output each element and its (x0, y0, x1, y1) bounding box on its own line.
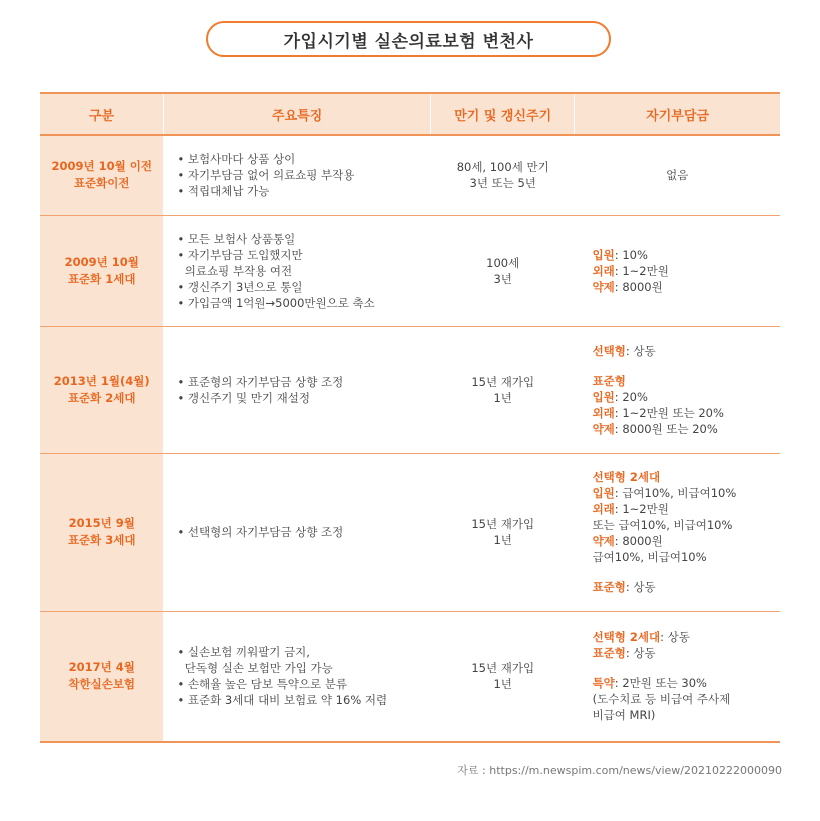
copay-label: 외래 (592, 502, 615, 516)
copay-label: 외래 (592, 263, 615, 278)
feature-item: • 적립대체납 가능 (177, 184, 270, 199)
features-cell (163, 135, 430, 215)
spacer (593, 661, 780, 675)
renewal-cycle: 1년 (493, 533, 512, 547)
copay-cell (575, 326, 780, 453)
copay-drug (593, 533, 780, 549)
copay-value: : 20% (614, 389, 648, 404)
feature-item: • 보험사마다 상품 상이 (177, 152, 296, 167)
copay-drug (593, 279, 780, 295)
period-date: 2015년 9월 (68, 516, 135, 530)
feature-item: • 모든 보험사 상품통일 (177, 231, 296, 246)
copay-rider (593, 675, 780, 691)
features-cell (163, 611, 430, 742)
copay-value: : 1~2만원 또는 20% (614, 405, 724, 420)
renewal-maturity: 15년 재가입 (471, 517, 535, 531)
copay-select-label: 선택형 2세대 (592, 470, 661, 484)
renewal-cell (431, 453, 575, 611)
period-cell (40, 215, 163, 326)
copay-label: 선택형 2세대 (592, 630, 661, 645)
feature-item: 단독형 실손 보험만 가입 가능 (177, 661, 333, 676)
copay-cell (575, 611, 780, 742)
copay-label: 표준형 (592, 580, 626, 594)
period-gen: 표준화 1세대 (67, 271, 136, 286)
period-date: 2009년 10월 이전 (51, 159, 152, 174)
feature-item: • 선택형의 자기부담금 상향 조정 (177, 525, 344, 539)
copay-cell (575, 215, 780, 326)
page-title-text: 가입시기별 실손의료보험 변천사 (283, 31, 534, 52)
copay-standard (593, 579, 780, 595)
feature-item: • 갱신주기 3년으로 통일 (177, 279, 303, 294)
copay-value: : 10% (614, 247, 648, 262)
table-row (40, 453, 780, 611)
copay-label: 특약 (592, 676, 615, 691)
header-features: 주요특징 (163, 93, 430, 135)
renewal-cell (431, 326, 575, 453)
renewal-maturity: 100세 (486, 255, 520, 270)
renewal-maturity: 15년 재가입 (471, 374, 535, 389)
copay-inpatient (593, 389, 780, 405)
period-cell (40, 453, 163, 611)
period-gen: 착한실손보험 (68, 677, 136, 692)
page-title (206, 21, 611, 57)
copay-cell (575, 135, 780, 215)
copay-value: : 8000원 (614, 534, 663, 548)
copay-outpatient-extra: 또는 급여10%, 비급여10% (592, 518, 733, 532)
spacer (593, 359, 780, 373)
feature-item: • 자기부담금 없어 의료쇼핑 부작용 (177, 168, 355, 183)
copay-value: : 상동 (625, 580, 656, 594)
copay-label: 약제 (592, 534, 615, 548)
copay-inpatient (593, 247, 780, 263)
feature-item: 의료쇼핑 부작용 여전 (177, 263, 293, 278)
period-gen: 표준화이전 (73, 176, 130, 191)
period-cell (40, 326, 163, 453)
renewal-cell (431, 611, 575, 742)
table-row (40, 326, 780, 453)
feature-item: • 가입금액 1억원→5000만원으로 축소 (177, 295, 375, 310)
copay-label: 입원 (592, 247, 615, 262)
header-category: 구분 (40, 93, 163, 135)
feature-item: • 실손보험 끼워팔기 금지, (177, 645, 310, 660)
renewal-maturity: 15년 재가입 (471, 661, 535, 676)
features-cell (163, 215, 430, 326)
copay-inpatient (593, 485, 780, 501)
renewal-maturity: 80세, 100세 만기 (456, 160, 549, 175)
renewal-cycle: 1년 (493, 390, 512, 405)
spacer (593, 565, 780, 579)
renewal-cycle: 3년 (493, 271, 512, 286)
features-cell (163, 453, 430, 611)
period-gen: 표준화 3세대 (67, 533, 136, 547)
copay-none: 없음 (666, 168, 689, 183)
period-cell (40, 135, 163, 215)
table-row (40, 135, 780, 215)
copay-rider-note: (도수치료 등 비급여 주사제 (592, 692, 731, 707)
renewal-cycle: 3년 또는 5년 (469, 176, 536, 191)
feature-item: • 손해율 높은 담보 특약으로 분류 (177, 677, 347, 692)
copay-label: 약제 (592, 421, 615, 436)
period-date: 2013년 1월(4월) (53, 373, 150, 388)
copay-value: : 2만원 또는 30% (614, 676, 707, 691)
insurance-history-table (40, 92, 780, 743)
copay-value: : 1~2만원 (614, 263, 669, 278)
copay-value: : 상동 (660, 630, 690, 645)
copay-label: 입원 (592, 389, 615, 404)
feature-item: • 표준형의 자기부담금 상향 조정 (177, 374, 344, 389)
features-cell (163, 326, 430, 453)
feature-item: • 갱신주기 및 만기 재설정 (177, 390, 310, 405)
copay-label: 약제 (592, 279, 615, 294)
renewal-cycle: 1년 (493, 677, 512, 692)
copay-outpatient (593, 501, 780, 517)
table-header-row (40, 93, 780, 135)
renewal-cell (431, 215, 575, 326)
copay-standard (593, 645, 780, 661)
copay-value: : 급여10%, 비급여10% (614, 486, 737, 500)
period-cell (40, 611, 163, 742)
period-gen: 표준화 2세대 (67, 390, 136, 405)
copay-value: : 상동 (625, 343, 656, 358)
table-row (40, 215, 780, 326)
source-citation: 자료 : https://m.newspim.com/news/view/20210222000090 (457, 764, 782, 777)
feature-item: • 표준화 3세대 대비 보험료 약 16% 저렴 (177, 693, 388, 708)
copay-label: 표준형 (592, 646, 626, 661)
copay-label: 입원 (592, 486, 615, 500)
copay-rider-note: 비급여 MRI) (592, 708, 656, 723)
copay-value: : 상동 (625, 646, 656, 661)
table-row (40, 611, 780, 742)
copay-select (593, 629, 780, 645)
period-date: 2017년 4월 (68, 660, 135, 675)
copay-cell (575, 453, 780, 611)
copay-select (593, 343, 780, 359)
copay-value: : 8000원 (614, 279, 663, 294)
feature-item: • 자기부담금 도입했지만 (177, 247, 303, 262)
copay-standard-label: 표준형 (592, 373, 626, 388)
copay-outpatient (593, 405, 780, 421)
copay-outpatient (593, 263, 780, 279)
renewal-cell (431, 135, 575, 215)
copay-drug-extra: 급여10%, 비급여10% (592, 550, 707, 564)
period-date: 2009년 10월 (64, 254, 139, 269)
header-renewal: 만기 및 갱신주기 (431, 93, 575, 135)
copay-label: 선택형 (592, 343, 626, 358)
copay-label: 외래 (592, 405, 615, 420)
copay-value: : 8000원 또는 20% (614, 421, 718, 436)
copay-value: : 1~2만원 (614, 502, 669, 516)
copay-drug (593, 421, 780, 437)
header-copay: 자기부담금 (575, 93, 780, 135)
